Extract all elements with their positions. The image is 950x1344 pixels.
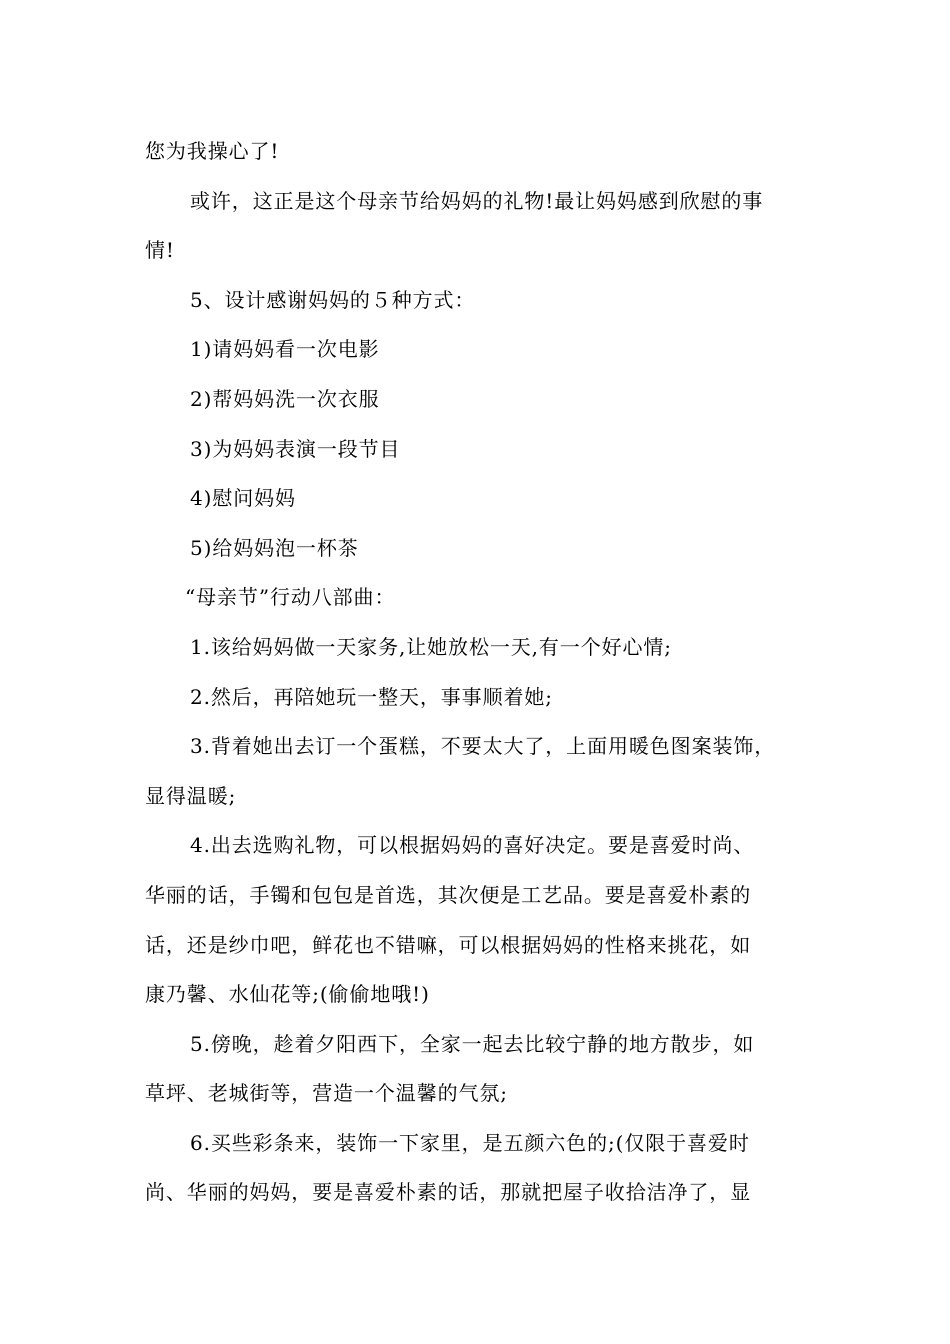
paragraph-line: 康乃馨、水仙花等;(偷偷地哦!)	[145, 982, 430, 1007]
list-item: 2)帮妈妈洗一次衣服	[190, 386, 380, 411]
list-item: 6.买些彩条来，装饰一下家里，是五颜六色的;(仅限于喜爱时	[190, 1130, 750, 1155]
paragraph-line: 或许，这正是这个母亲节给妈妈的礼物!最让妈妈感到欣慰的事	[190, 188, 764, 213]
paragraph-line: 华丽的话，手镯和包包是首选，其次便是工艺品。要是喜爱朴素的	[145, 882, 752, 907]
list-item: 3.背着她出去订一个蛋糕，不要太大了，上面用暖色图案装饰，	[190, 734, 776, 759]
paragraph-line: 草坪、老城街等，营造一个温馨的气氛;	[145, 1081, 508, 1106]
section-heading: 5、设计感谢妈妈的５种方式：	[190, 287, 476, 312]
document-body	[145, 131, 820, 1222]
list-item: 1.该给妈妈做一天家务,让她放松一天,有一个好心情;	[190, 634, 672, 659]
paragraph-line: 显得温暖;	[145, 783, 237, 808]
list-item: 4.出去选购礼物，可以根据妈妈的喜好决定。要是喜爱时尚、	[190, 833, 755, 858]
list-item: 2.然后，再陪她玩一整天，事事顺着她;	[190, 684, 553, 709]
list-item: 1)请妈妈看一次电影	[190, 337, 380, 362]
paragraph-line: 尚、华丽的妈妈，要是喜爱朴素的话，那就把屋子收拾洁净了，显	[145, 1180, 752, 1205]
section-heading: “母亲节”行动八部曲：	[185, 585, 396, 610]
list-item: 3)为妈妈表演一段节目	[190, 436, 401, 461]
list-item: 4)慰问妈妈	[190, 486, 296, 511]
paragraph-line: 话，还是纱巾吧，鲜花也不错嘛，可以根据妈妈的性格来挑花，如	[145, 932, 752, 957]
list-item: 5.傍晚，趁着夕阳西下，全家一起去比较宁静的地方散步，如	[190, 1031, 755, 1056]
paragraph-line: 您为我操心了!	[145, 139, 280, 163]
list-item: 5)给妈妈泡一杯茶	[190, 535, 359, 560]
paragraph-line: 情!	[145, 238, 175, 263]
